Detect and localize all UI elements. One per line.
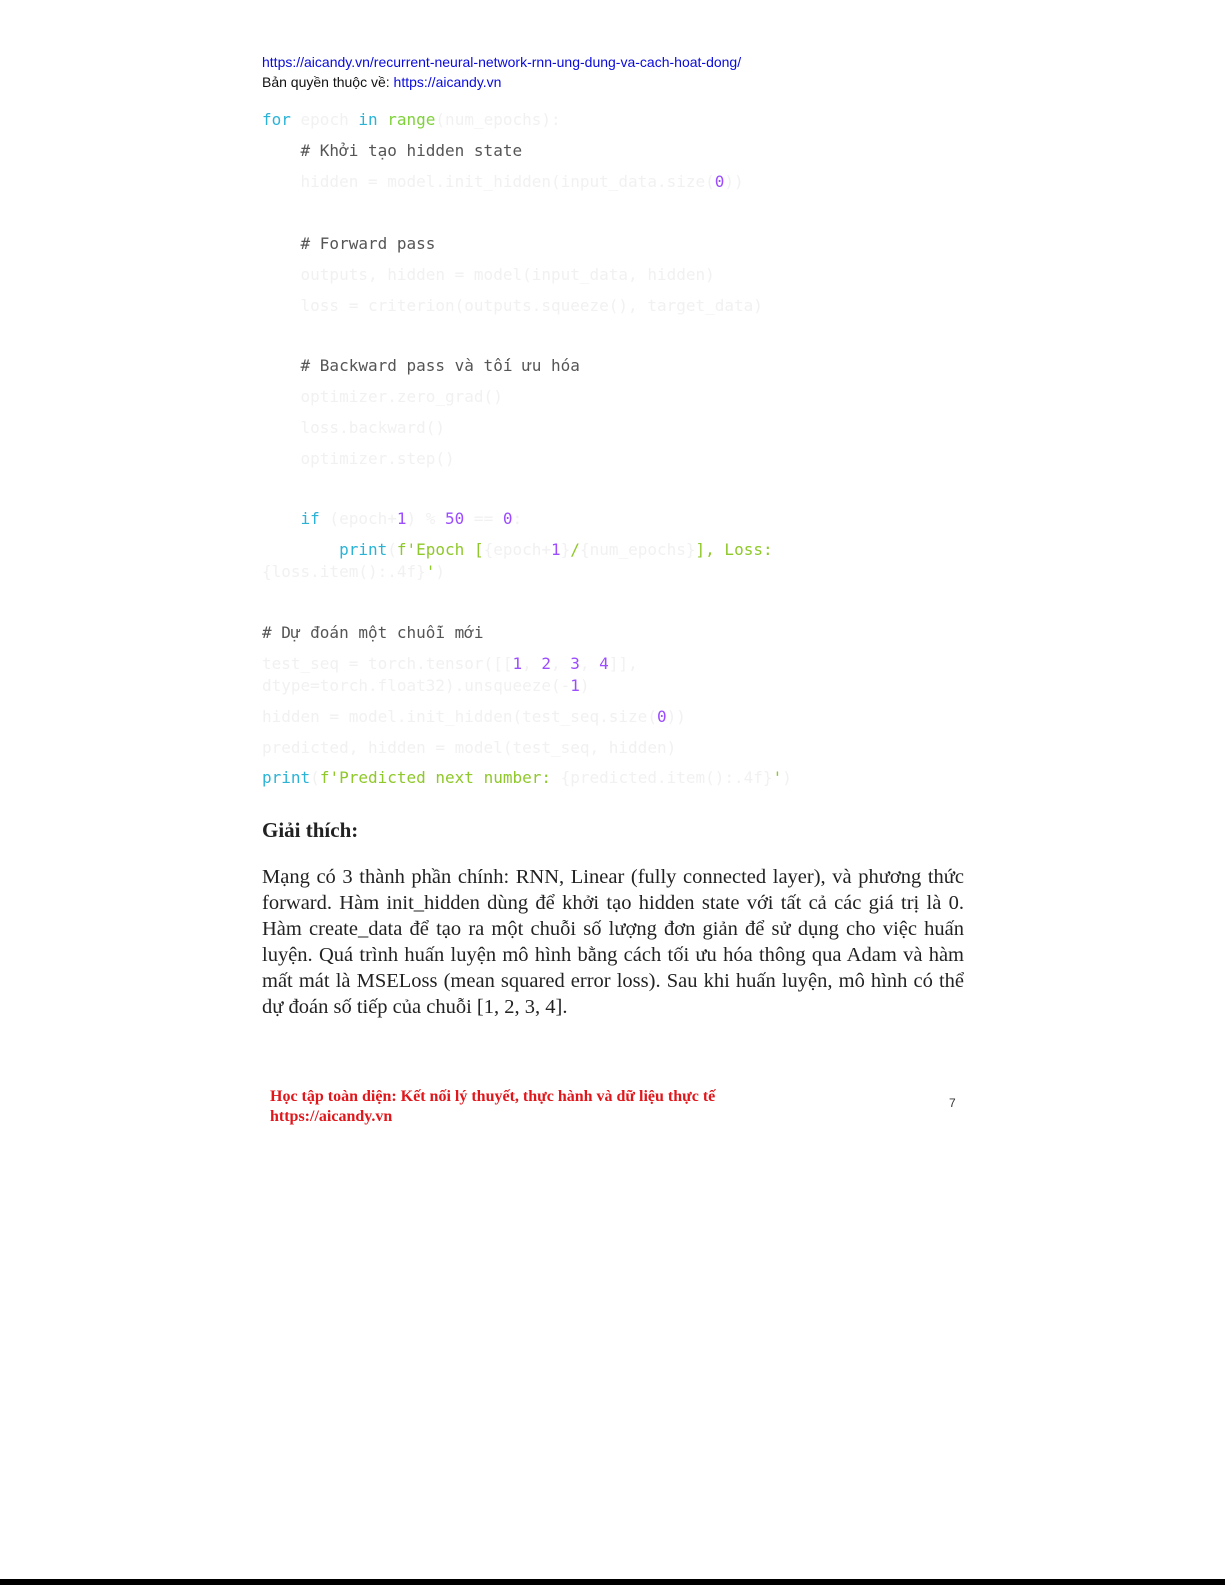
code-number: 0 <box>502 509 513 528</box>
code-text: dtype=torch.float32).unsqueeze(- <box>262 676 571 695</box>
code-text: {loss.item():.4f} <box>262 562 426 581</box>
code-line <box>262 676 590 695</box>
code-text: {epoch+ <box>483 540 552 559</box>
code-line <box>262 172 744 191</box>
code-text: hidden = model.init_hidden(input_data.size( <box>262 172 715 191</box>
code-string: f'Predicted next number: <box>319 768 561 787</box>
footer-slogan: Học tập toàn diện: Kết nối lý thuyết, thực hành và dữ liệu thực tế <box>270 1088 716 1105</box>
code-keyword: in <box>358 110 378 129</box>
code-line: loss = criterion(outputs.squeeze(), target_data) <box>262 296 763 315</box>
code-text: , <box>522 654 542 673</box>
code-text: {predicted.item():.4f} <box>560 768 773 787</box>
code-line: outputs, hidden = model(input_data, hidden) <box>262 265 715 284</box>
code-builtin: range <box>387 110 436 129</box>
code-string: / <box>570 540 580 559</box>
code-line <box>262 707 686 726</box>
code-text: , <box>551 654 571 673</box>
code-text: test_seq = torch.tensor([[ <box>262 654 513 673</box>
code-builtin: print <box>262 768 311 787</box>
code-line <box>262 562 445 581</box>
code-number: 0 <box>656 707 667 726</box>
code-text: == <box>464 509 503 528</box>
code-line: optimizer.step() <box>262 449 455 468</box>
source-url-link[interactable]: https://aicandy.vn/recurrent-neural-network-rnn-ung-dung-va-cach-hoat-dong/ <box>262 54 742 70</box>
code-text: ) <box>579 676 590 695</box>
code-text: } <box>560 540 571 559</box>
code-text: ( <box>387 540 397 559</box>
code-indent <box>262 540 339 559</box>
code-text: ( <box>310 768 320 787</box>
page-number: 7 <box>949 1096 956 1110</box>
code-text: (epoch+ <box>319 509 397 528</box>
code-text: ) % <box>406 509 446 528</box>
code-number: 4 <box>599 654 609 673</box>
code-text: (num_epochs): <box>435 110 561 129</box>
code-comment: # Dự đoán một chuỗi mới <box>262 623 484 642</box>
copyright-label: Bản quyền thuộc về: <box>262 74 394 90</box>
code-line <box>262 654 638 673</box>
code-string: ' <box>425 562 436 581</box>
code-text: )) <box>666 707 686 726</box>
code-keyword: for <box>262 110 291 129</box>
code-text: ) <box>435 562 446 581</box>
code-text: hidden = model.init_hidden(test_seq.size( <box>262 707 657 726</box>
code-text: , <box>579 654 600 673</box>
code-keyword: if <box>300 509 320 528</box>
code-text: ]], <box>608 654 638 673</box>
copyright-link[interactable]: https://aicandy.vn <box>393 74 502 90</box>
code-text: epoch <box>290 110 359 129</box>
code-line <box>262 509 522 528</box>
code-number: 3 <box>570 654 580 673</box>
code-number: 1 <box>551 540 561 559</box>
page-bottom-border <box>0 1579 1225 1585</box>
page-header <box>262 52 741 92</box>
code-comment: # Backward pass và tối ưu hóa <box>262 356 580 375</box>
code-line <box>262 768 792 787</box>
code-text: : <box>512 509 523 528</box>
code-indent <box>262 509 301 528</box>
code-text: {num_epochs} <box>579 540 696 559</box>
code-comment: # Forward pass <box>262 234 436 253</box>
code-number: 1 <box>512 654 523 673</box>
code-number: 0 <box>714 172 725 191</box>
code-builtin: print <box>339 540 388 559</box>
code-number: 1 <box>570 676 580 695</box>
code-comment: # Khởi tạo hidden state <box>262 141 523 160</box>
code-line <box>262 540 773 559</box>
code-text: )) <box>724 172 744 191</box>
code-number: 50 <box>445 509 465 528</box>
explanation-paragraph: Mạng có 3 thành phần chính: RNN, Linear (fully connected layer), và phương thức forward. Hàm init_hidden dùng để khởi tạo hidden state với tất cả các giá trị là 0. Hàm create_data để tạo ra một chuỗi số lượng đơn giản để sử dụng cho việc huấn luyện. Quá trình huấn luyện mô hình bằng cách tối ưu hóa thông qua Adam và hàm mất mát là MSELoss (mean squared error loss). Sau khi huấn luyện, mô hình có thể dự đoán số tiếp của chuỗi [1, 2, 3, 4]. <box>262 866 964 1018</box>
code-string: ], Loss: <box>695 540 773 559</box>
code-string: f'Epoch [ <box>396 540 484 559</box>
code-string: ' <box>772 768 783 787</box>
code-line: predicted, hidden = model(test_seq, hidden) <box>262 738 677 757</box>
page-footer <box>270 1087 715 1127</box>
code-number: 1 <box>396 509 407 528</box>
footer-url[interactable]: https://aicandy.vn <box>270 1108 393 1125</box>
code-text: ) <box>782 768 792 787</box>
code-line: loss.backward() <box>262 418 446 437</box>
explanation-heading: Giải thích: <box>262 818 359 842</box>
code-number: 2 <box>541 654 551 673</box>
code-line: optimizer.zero_grad() <box>262 387 503 406</box>
code-line <box>262 110 561 129</box>
